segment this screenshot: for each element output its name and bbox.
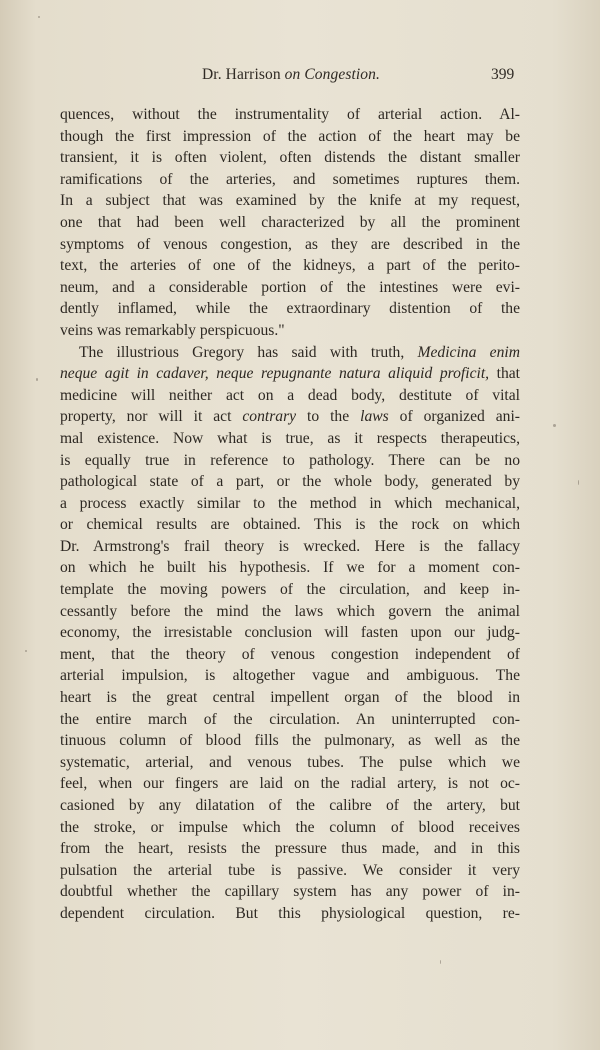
line-segment: to the	[296, 408, 361, 426]
paragraph-start-line	[60, 342, 520, 364]
text-line: the entire march of the circulation. An uninterrupted con-	[60, 710, 520, 728]
line-segment: The illustrious Gregory has said with truth,	[79, 343, 418, 361]
running-title	[202, 66, 380, 84]
text-line: mal existence. Now what is true, as it respects therapeutics,	[60, 429, 520, 447]
text-line: medicine will neither act on a dead body, destitute of vital	[60, 386, 520, 404]
text-line: Dr. Armstrong's frail theory is wrecked. Here is the fallacy	[60, 537, 520, 555]
text-line: pulsation the arterial tube is passive. We consider it very	[60, 861, 520, 879]
body-text	[60, 104, 520, 925]
text-line: veins was remarkably perspicuous."	[60, 321, 285, 339]
text-line: cessantly before the mind the laws which govern the animal	[60, 602, 520, 620]
text-line: dently inflamed, while the extraordinary distention of the	[60, 300, 520, 318]
text-line: quences, without the instrumentality of arterial action. Al-	[60, 106, 520, 123]
emphasis-word: laws	[360, 408, 389, 426]
text-line: or chemical results are obtained. This is the rock on which	[60, 516, 520, 534]
text-line: neum, and a considerable portion of the intestines were evi-	[60, 278, 520, 296]
latin-quote: Medicina enim	[417, 343, 520, 361]
text-line: heart is the great central impellent organ of the blood in	[60, 689, 520, 707]
paper-speck	[38, 16, 40, 18]
text-line: is equally true in reference to pathology. There can be no	[60, 451, 520, 469]
running-head	[0, 66, 600, 90]
text-line: text, the arteries of one of the kidneys, a part of the perito-	[60, 257, 520, 275]
latin-quote: neque agit in cadaver, neque repugnante natura aliquid proficit,	[60, 365, 490, 383]
text-line: a process exactly similar to the method in which mechanical,	[60, 494, 520, 512]
page-number: 399	[491, 66, 515, 83]
text-line: the stroke, or impulse which the column of blood receives	[60, 818, 520, 836]
text-line: ment, that the theory of venous congestion independent of	[60, 645, 520, 663]
text-line	[60, 406, 520, 428]
text-line: though the first impression of the action of the heart may be	[60, 127, 520, 145]
text-line: from the heart, resists the pressure thus made, and in this	[60, 840, 520, 858]
text-line: ramifications of the arteries, and sometimes ruptures them.	[60, 170, 520, 188]
text-line: systematic, arterial, and venous tubes. The pulse which we	[60, 753, 520, 771]
running-head-title: on Congestion.	[284, 66, 380, 83]
text-line: transient, it is often violent, often distends the distant smaller	[60, 149, 520, 167]
text-line: casioned by any dilatation of the calibre of the artery, but	[60, 797, 520, 814]
text-line: on which he built his hypothesis. If we for a moment con-	[60, 559, 520, 577]
paper-speck	[36, 378, 38, 381]
paper-speck	[553, 424, 556, 427]
text-line	[60, 363, 520, 385]
paper-speck	[440, 960, 441, 964]
text-line: one that had been well characterized by all the prominent	[60, 213, 520, 231]
running-head-author: Dr. Harrison	[202, 66, 281, 83]
text-line: template the moving powers of the circulation, and keep in-	[60, 581, 520, 599]
text-line: feel, when our fingers are laid on the radial artery, is not oc-	[60, 775, 520, 793]
text-line: arterial impulsion, is altogether vague and ambiguous. The	[60, 667, 520, 685]
emphasis-word: contrary	[242, 408, 297, 426]
line-segment: that	[489, 365, 520, 383]
paper-speck	[25, 650, 27, 652]
line-segment: property, nor will it act	[60, 408, 243, 426]
text-line: economy, the irresistable conclusion will fasten upon our judg-	[60, 624, 520, 642]
text-line: dependent circulation. But this physiological question, re-	[60, 904, 520, 922]
text-line: In a subject that was examined by the knife at my request,	[60, 192, 520, 210]
text-line: pathological state of a part, or the whole body, generated by	[60, 473, 520, 491]
text-line: doubtful whether the capillary system has any power of in-	[60, 883, 520, 901]
text-line: symptoms of venous congestion, as they are described in the	[60, 235, 520, 253]
paper-speck	[578, 480, 579, 485]
line-segment: of organized ani-	[388, 408, 520, 426]
text-line: tinuous column of blood fills the pulmonary, as well as the	[60, 732, 520, 750]
